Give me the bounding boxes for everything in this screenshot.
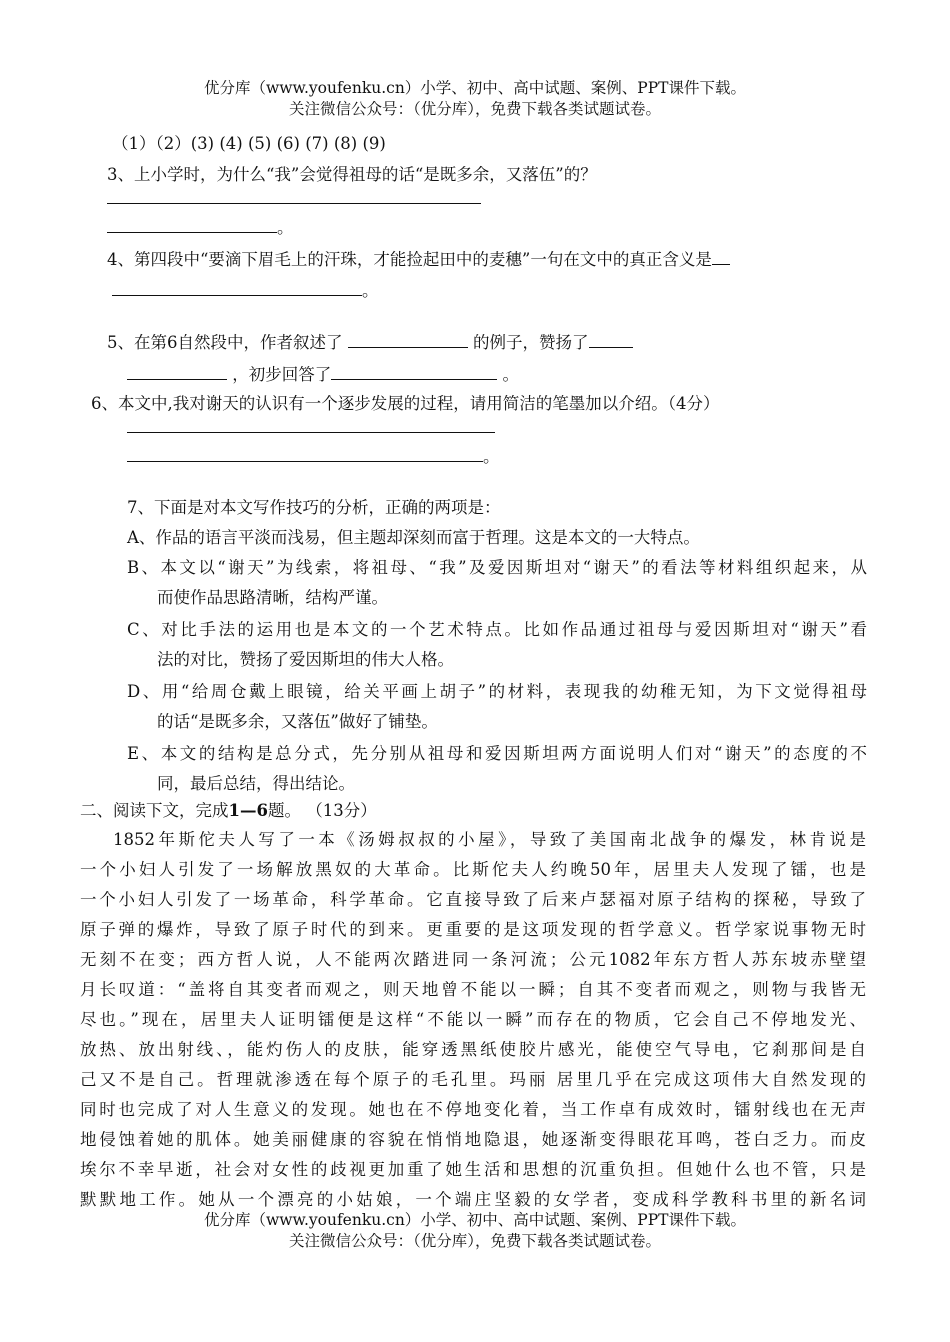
period: 。 — [502, 365, 519, 384]
question-5-part-2: 的例子，赞扬了 — [473, 333, 589, 352]
passage-line: 一个小妇人引发了一场革命，科学革命。它直接导致了后来卢瑟福对原子结构的探秘，导致了 — [80, 890, 866, 909]
passage-line: 同时也完成了对人生意义的发现。她也在不停地变化着，当工作卓有成效时，镭射线也在无声 — [80, 1100, 866, 1119]
section-2-heading — [80, 800, 377, 822]
answer-blank — [348, 331, 468, 348]
question-5 — [107, 331, 633, 354]
question-7-option-e — [127, 739, 867, 799]
passage-line: 1852年斯佗夫人写了一本《汤姆叔叔的小屋》，导致了美国南北战争的爆发，林肯说是 — [113, 830, 866, 849]
answer-blank — [112, 279, 362, 296]
option-line: D、用“给周仓戴上眼镜，给关平画上胡子”的材料，表现我的幼稚无知，为下文觉得祖母 — [127, 682, 867, 701]
question-2-items: （1）（2）(3) (4) (5) (6) (7) (8) (9) — [112, 134, 386, 153]
answer-line-end — [112, 279, 379, 302]
question-7-option-a — [127, 523, 867, 553]
passage-line: 默默地工作。她从一个漂亮的小姑娘，一个端庄坚毅的女学者，变成科学教科书里的新名词 — [80, 1190, 866, 1209]
passage-line: 放热、放出射线、，能灼伤人的皮肤，能穿透黑纸使胶片感光，能使空气导电，它刹那间是自 — [80, 1040, 866, 1059]
option-line: A、作品的语言平淡而浅易，但主题却深刻而富于哲理。这是本文的一大特点。 — [127, 528, 700, 547]
option-line: 法的对比，赞扬了爱因斯坦的伟大人格。 — [157, 650, 454, 669]
reading-passage — [80, 825, 866, 1215]
header-line-2: 关注微信公众号：（优分库），免费下载各类试题试卷。 — [288, 100, 661, 118]
answer-blank — [331, 363, 497, 380]
passage-line: 尽也。”现在，居里夫人证明镭便是这样“不能以一瞬”而存在的物质，它会自己不停地发光、 — [80, 1010, 866, 1029]
passage-line: 一个小妇人引发了一场解放黑奴的大革命。比斯佗夫人约晚50年，居里夫人发现了镭，也是 — [80, 860, 866, 879]
footer-line-1: 优分库（www.youfenku.cn）小学、初中、高中试题、案例、PPT课件下载。 — [203, 1211, 747, 1229]
option-line: B、本文以“谢天”为线索，将祖母、“我”及爱因斯坦对“谢天”的看法等材料组织起来，从 — [127, 558, 867, 577]
page-header — [0, 78, 950, 120]
section-2-range: 1—6 — [228, 801, 268, 820]
answer-line-end — [107, 216, 294, 239]
question-7-option-c — [127, 615, 867, 675]
page-footer — [0, 1210, 950, 1252]
option-line: 同，最后总结，得出结论。 — [157, 774, 355, 793]
answer-blank — [712, 248, 730, 265]
answer-line-end — [127, 445, 500, 468]
passage-line: 埃尔不幸早逝，社会对女性的歧视更加重了她生活和思想的沉重负担。但她什么也不管，只是 — [80, 1160, 866, 1179]
passage-line: 原子弹的爆炸，导致了原子时代的到来。更重要的是这项发现的哲学意义。哲学家说事物无时 — [80, 920, 866, 939]
answer-blank — [107, 216, 277, 233]
passage-line: 无刻不在变；西方哲人说，人不能两次踏进同一条河流；公元1082年东方哲人苏东坡赤壁望 — [80, 950, 866, 969]
header-line-1: 优分库（www.youfenku.cn）小学、初中、高中试题、案例、PPT课件下载。 — [203, 79, 747, 97]
passage-line: 地侵蚀着她的肌体。她美丽健康的容貌在悄悄地隐退，她逐渐变得眼花耳鸣，苍白乏力。而皮 — [80, 1130, 866, 1149]
period: 。 — [277, 218, 294, 237]
section-2-pre: 二、阅读下文，完成 — [80, 801, 229, 820]
answer-line — [107, 203, 481, 204]
option-line: C、对比手法的运用也是本文的一个艺术特点。比如作品通过祖母与爱因斯坦对“谢天”看 — [127, 620, 867, 639]
question-7-option-b — [127, 553, 867, 613]
option-line: E、本文的结构是总分式，先分别从祖母和爱因斯坦两方面说明人们对“谢天”的态度的不 — [127, 744, 867, 763]
question-4-text: 4、第四段中“要滴下眉毛上的汗珠，才能捡起田中的麦穗”一句在文中的真正含义是 — [107, 250, 712, 269]
question-3: 3、上小学时，为什么“我”会觉得祖母的话“是既多余，又落伍”的？ — [107, 165, 597, 184]
question-7-option-d — [127, 677, 867, 737]
question-7-stem: 7、下面是对本文写作技巧的分析，正确的两项是： — [127, 498, 501, 517]
passage-line: 己又不是自己。哲理就渗透在每个原子的毛孔里。玛丽 居里几乎在完成这项伟大自然发现的 — [80, 1070, 866, 1089]
answer-blank — [589, 331, 633, 348]
answer-line — [127, 432, 495, 433]
answer-blank — [127, 363, 227, 380]
period: 。 — [483, 447, 500, 466]
passage-line: 月长叹道：“盖将自其变者而观之，则天地曾不能以一瞬；自其不变者而观之，则物与我皆无 — [80, 980, 866, 999]
section-2-post: 题。 （13分） — [267, 801, 377, 820]
footer-line-2: 关注微信公众号：（优分库），免费下载各类试题试卷。 — [288, 1232, 661, 1250]
answer-blank — [127, 445, 483, 462]
option-line: 而使作品思路清晰，结构严谨。 — [157, 588, 388, 607]
option-line: 的话“是既多余，又落伍”做好了铺垫。 — [157, 712, 438, 731]
question-5-part-1: 5、在第6自然段中，作者叙述了 — [107, 333, 343, 352]
question-4 — [107, 248, 730, 271]
question-5-continued — [127, 363, 519, 386]
period: 。 — [362, 281, 379, 300]
question-5-part-3: ，初步回答了 — [232, 365, 332, 384]
question-6: 6、本文中,我对谢天的认识有一个逐步发展的过程，请用简洁的笔墨加以介绍。（4分） — [91, 394, 720, 413]
